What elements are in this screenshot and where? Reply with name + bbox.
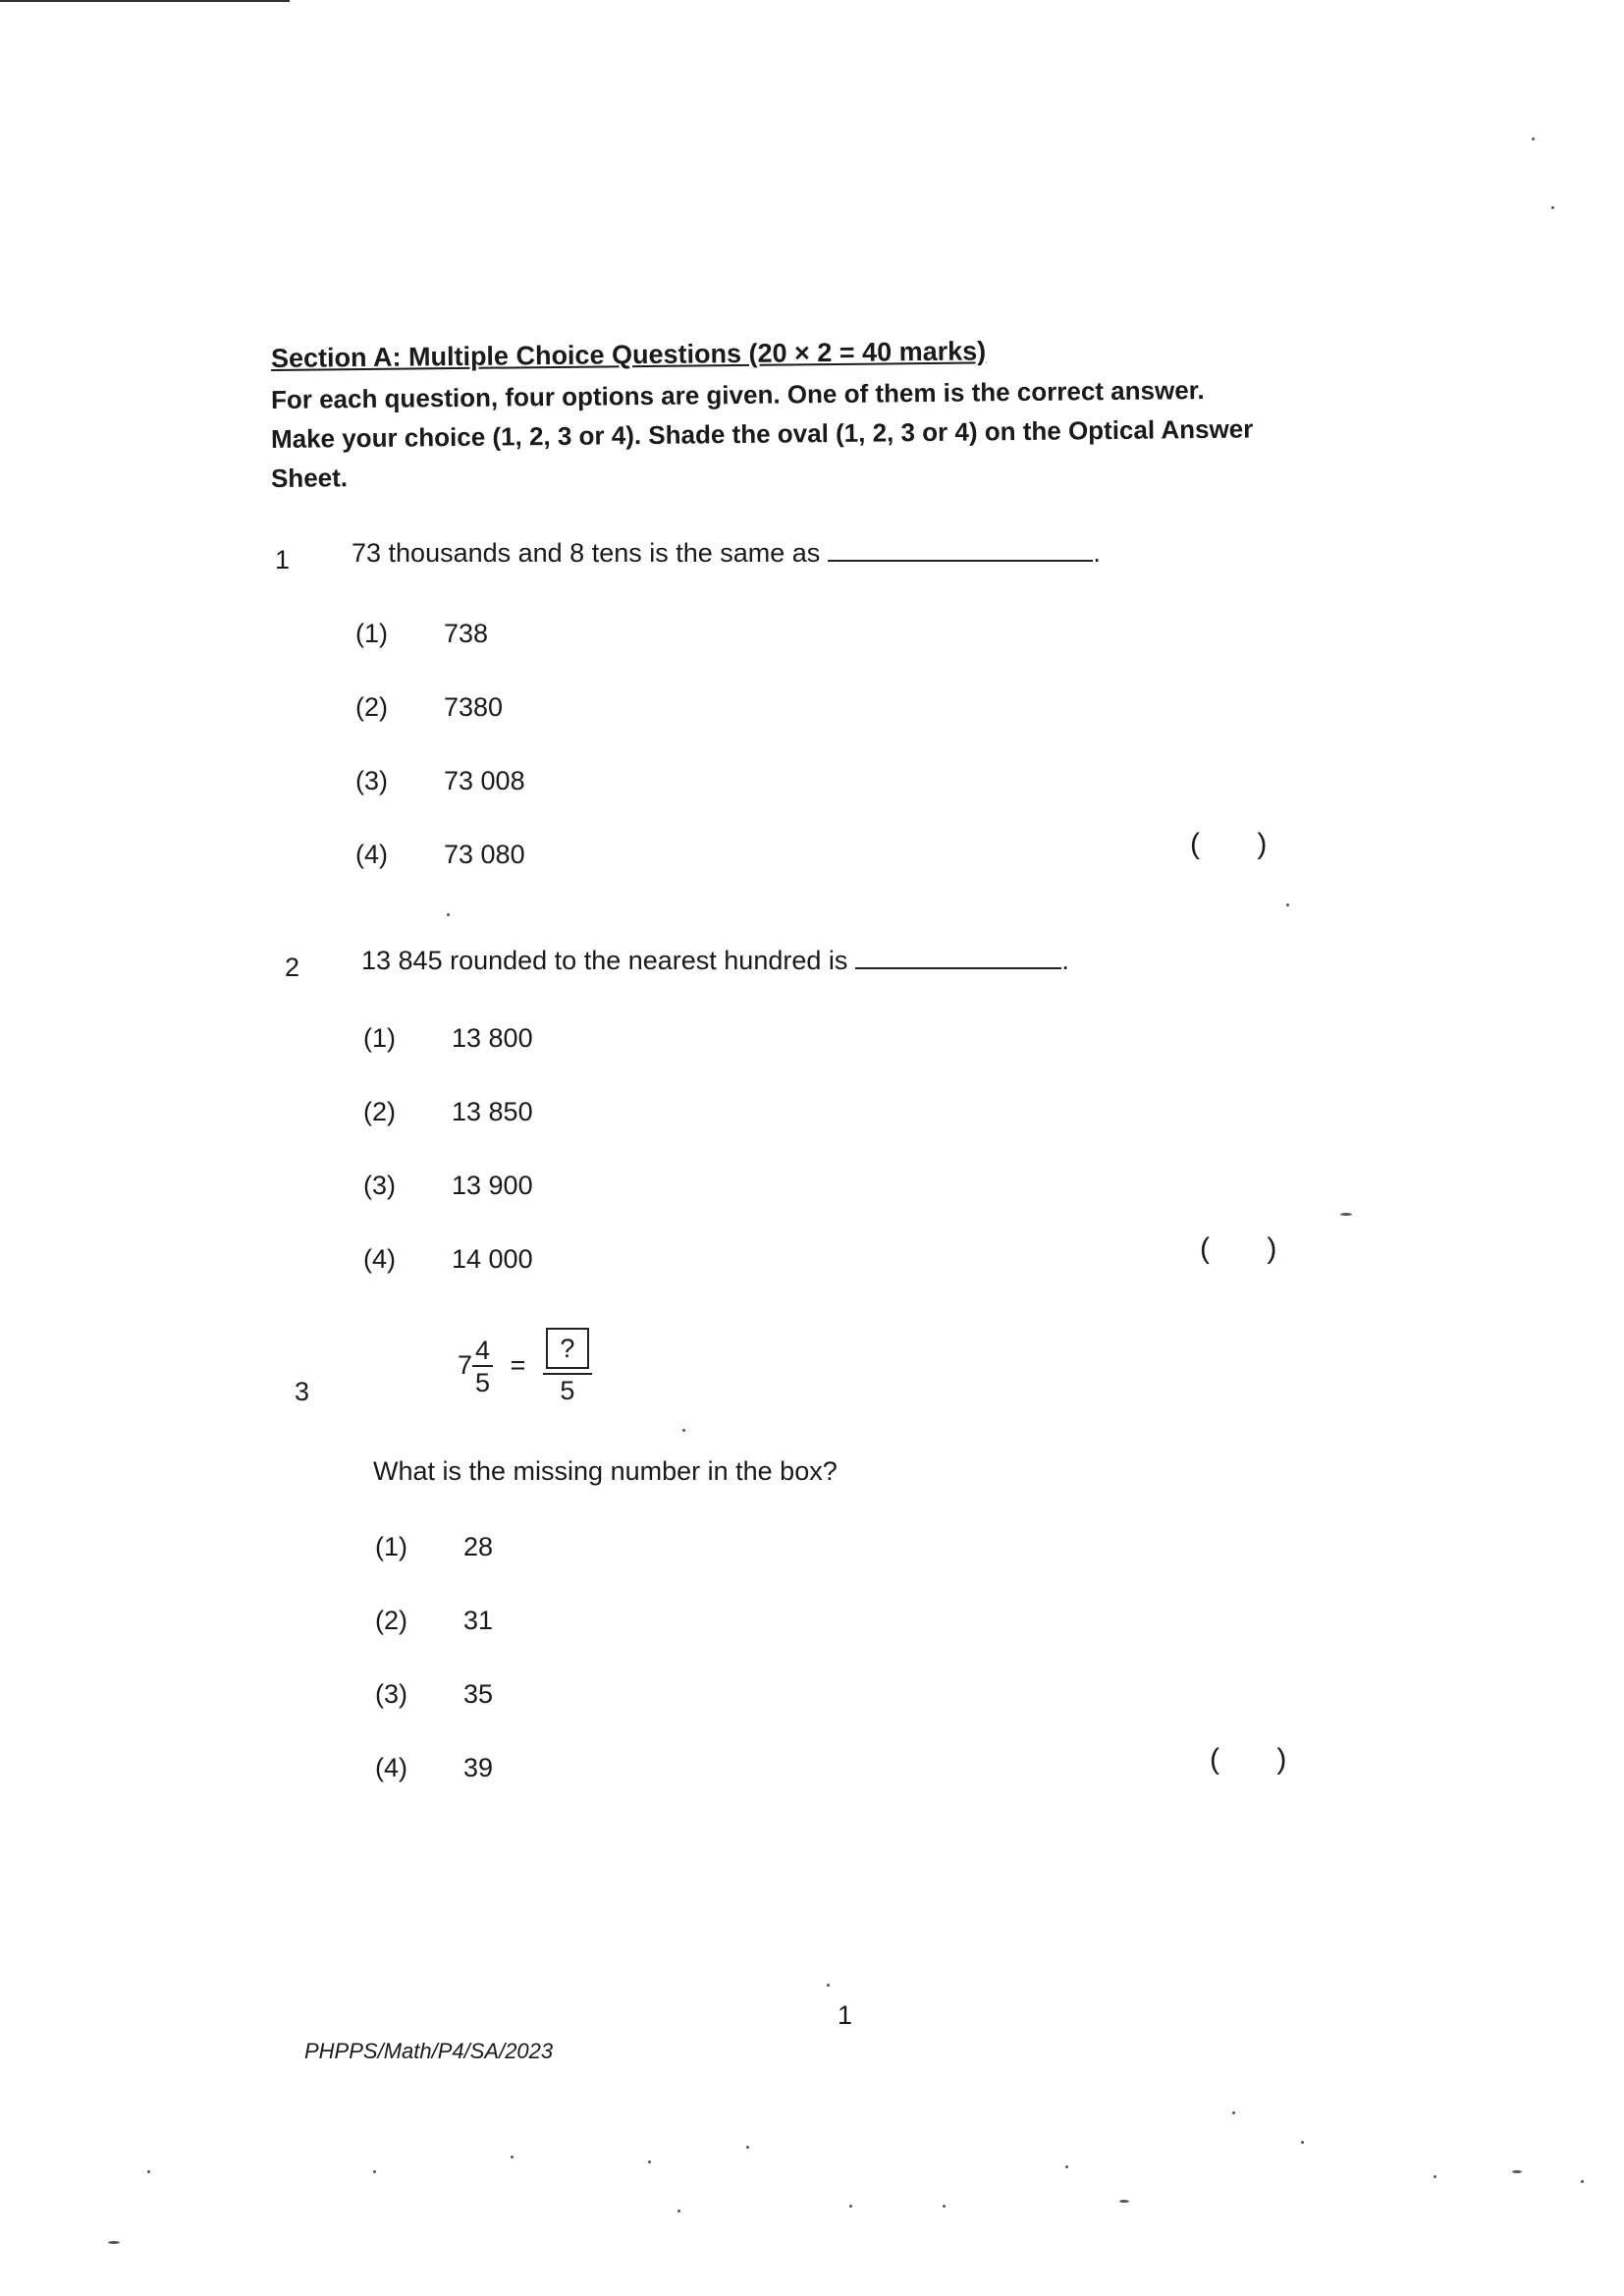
speck: [1232, 2111, 1235, 2114]
option-1[interactable]: (1) 738: [355, 619, 489, 648]
question-stem: 13 845 rounded to the nearest hundred is: [361, 946, 848, 975]
speck: [1065, 2165, 1068, 2168]
mixed-whole: 7: [458, 1350, 473, 1381]
section-title: Section A: Multiple Choice Questions (20 × 2 = 40 marks): [270, 336, 987, 373]
speck: [677, 2210, 680, 2213]
equals-sign: =: [510, 1350, 526, 1381]
page-number: 1: [838, 2000, 853, 2030]
question-stem: 73 thousands and 8 tens is the same as: [352, 538, 821, 568]
instruction-line-3: Sheet.: [270, 463, 349, 493]
speck: [1532, 137, 1535, 140]
option-3[interactable]: (3) 73 008: [355, 766, 525, 795]
question-text: What is the missing number in the box?: [373, 1456, 838, 1486]
option-1[interactable]: (1) 28: [375, 1532, 494, 1561]
speck: [1512, 2170, 1522, 2173]
option-4[interactable]: (4) 14 000: [363, 1244, 533, 1274]
option-1[interactable]: (1) 13 800: [363, 1023, 533, 1053]
speck: [682, 1429, 685, 1432]
fraction-equation: [458, 1328, 592, 1406]
rhs-fraction: $\frac{?}{5}$: [543, 1328, 592, 1406]
speck: [849, 2205, 852, 2208]
footer-code: PHPPS/Math/P4/SA/2023: [304, 2039, 554, 2063]
missing-number-box: ?: [546, 1328, 589, 1369]
answer-blank: [828, 540, 1093, 562]
speck: [1551, 206, 1554, 209]
answer-parentheses[interactable]: ( ): [1200, 1232, 1277, 1265]
stem-end: .: [1061, 946, 1069, 975]
answer-parentheses[interactable]: ( ): [1190, 828, 1268, 860]
option-4[interactable]: (4) 39: [375, 1753, 494, 1782]
speck: [1434, 2175, 1436, 2178]
speck: [108, 2241, 120, 2244]
instruction-line-1: For each question, four options are given. One of them is the correct answer.: [270, 375, 1205, 414]
speck: [1286, 903, 1289, 906]
option-4[interactable]: (4) 73 080: [355, 840, 525, 869]
speck: [943, 2205, 946, 2208]
speck: [1581, 2180, 1584, 2183]
question-number: 3: [295, 1377, 310, 1406]
speck: [648, 2160, 651, 2163]
option-2[interactable]: (2) 31: [375, 1606, 494, 1635]
question-number: 2: [285, 953, 300, 982]
speck: [1340, 1213, 1352, 1216]
speck: [1301, 2141, 1304, 2144]
question-text: [361, 946, 1069, 976]
speck: [511, 2156, 514, 2159]
section-header: [270, 336, 1371, 498]
speck: [1119, 2200, 1129, 2203]
speck: [373, 2170, 376, 2173]
answer-parentheses[interactable]: ( ): [1210, 1743, 1287, 1776]
speck: [746, 2146, 749, 2149]
speck: [447, 913, 450, 916]
option-3[interactable]: (3) 13 900: [363, 1171, 533, 1200]
answer-blank: [855, 948, 1061, 969]
stem-end: .: [1093, 538, 1101, 568]
instruction-line-2: Make your choice (1, 2, 3 or 4). Shade the oval (1, 2, 3 or 4) on the Optical Answer: [270, 413, 1254, 454]
option-2[interactable]: (2) 7380: [355, 692, 504, 722]
speck: [827, 1984, 830, 1987]
question-text: [352, 538, 1101, 569]
option-3[interactable]: (3) 35: [375, 1679, 494, 1709]
option-2[interactable]: (2) 13 850: [363, 1097, 533, 1126]
mixed-fraction: $\frac{4}{5}$: [472, 1336, 493, 1398]
top-rule: [0, 0, 290, 2]
speck: [147, 2170, 150, 2173]
question-number: 1: [275, 545, 291, 574]
